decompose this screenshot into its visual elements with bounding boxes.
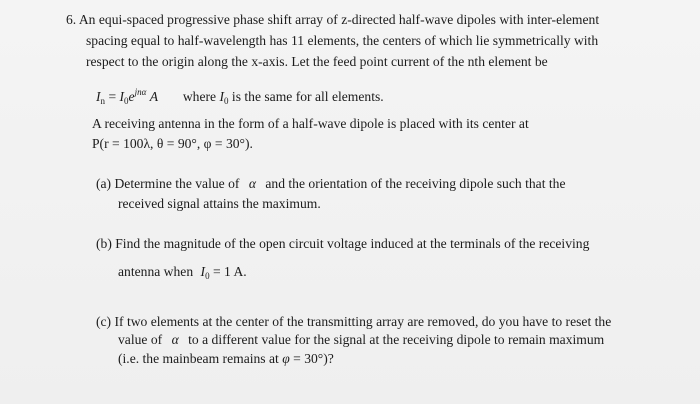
formula-exponent: jnα <box>134 87 147 97</box>
part-b-sub: 0 <box>205 271 210 281</box>
formula-where-var: I <box>219 89 225 104</box>
part-a-text-2: and the orientation of the receiving dipole such that the <box>265 176 566 191</box>
part-a-line-2: received signal attains the maximum. <box>118 196 321 211</box>
formula-lhs: I <box>96 89 101 104</box>
part-a-line-1 <box>96 175 565 193</box>
part-c-pre: value of <box>118 332 163 347</box>
part-a-text-1: (a) Determine the value of <box>96 176 240 191</box>
formula-where-tail: is the same for all elements. <box>231 89 384 104</box>
part-c-line3-pre: (i.e. the mainbeam remains at <box>118 351 279 366</box>
part-b-line-2 <box>118 263 247 285</box>
part-c-alpha: α <box>171 332 179 347</box>
part-c-line-2 <box>118 331 604 349</box>
part-c-line-1: (c) If two elements at the center of the transmitting array are removed, do you have to reset the <box>96 314 612 329</box>
receiver-line-2: P(r = 100λ, θ = 90°, φ = 30°). <box>92 136 253 151</box>
intro-line-1: An equi-spaced progressive phase shift array of z-directed half-wave dipoles with inter-element <box>78 12 600 27</box>
intro-line-2: spacing equal to half-wavelength has 11 elements, the centers of which lie symmetrically with <box>86 33 599 48</box>
part-b-line-1: (b) Find the magnitude of the open circuit voltage induced at the terminals of the receiving <box>96 236 590 251</box>
formula-e: e <box>128 89 135 104</box>
part-c-line-3 <box>118 350 334 368</box>
part-c-line3-post: = 30°)? <box>293 351 334 366</box>
formula-rhs-sub: 0 <box>124 96 129 106</box>
problem-number: 6. <box>66 12 77 27</box>
receiver-line-1: A receiving antenna in the form of a half-wave dipole is placed with its center at <box>92 116 529 131</box>
part-b-pre: antenna when <box>118 264 194 279</box>
part-a-alpha: α <box>248 176 256 191</box>
part-b-var: I <box>200 264 206 279</box>
part-c-phi: φ <box>282 351 290 366</box>
part-b-post: = 1 A. <box>212 264 247 279</box>
problem-number-line <box>66 11 599 29</box>
formula-rhs-base: I <box>119 89 125 104</box>
intro-line-3: respect to the origin along the x-axis. Let the feed point current of the nth element be <box>86 54 548 69</box>
feed-current-formula: $I_n = I_0e^{jn\alpha}$ A where $I_0$ is the same for all elements. <box>96 87 384 106</box>
formula-where: where <box>182 89 217 104</box>
formula-lhs-sub: n <box>100 96 106 106</box>
part-c-post: to a different value for the signal at the receiving dipole to remain maximum <box>188 332 605 347</box>
formula-unit: A <box>149 89 159 104</box>
formula-where-sub: 0 <box>224 96 229 106</box>
